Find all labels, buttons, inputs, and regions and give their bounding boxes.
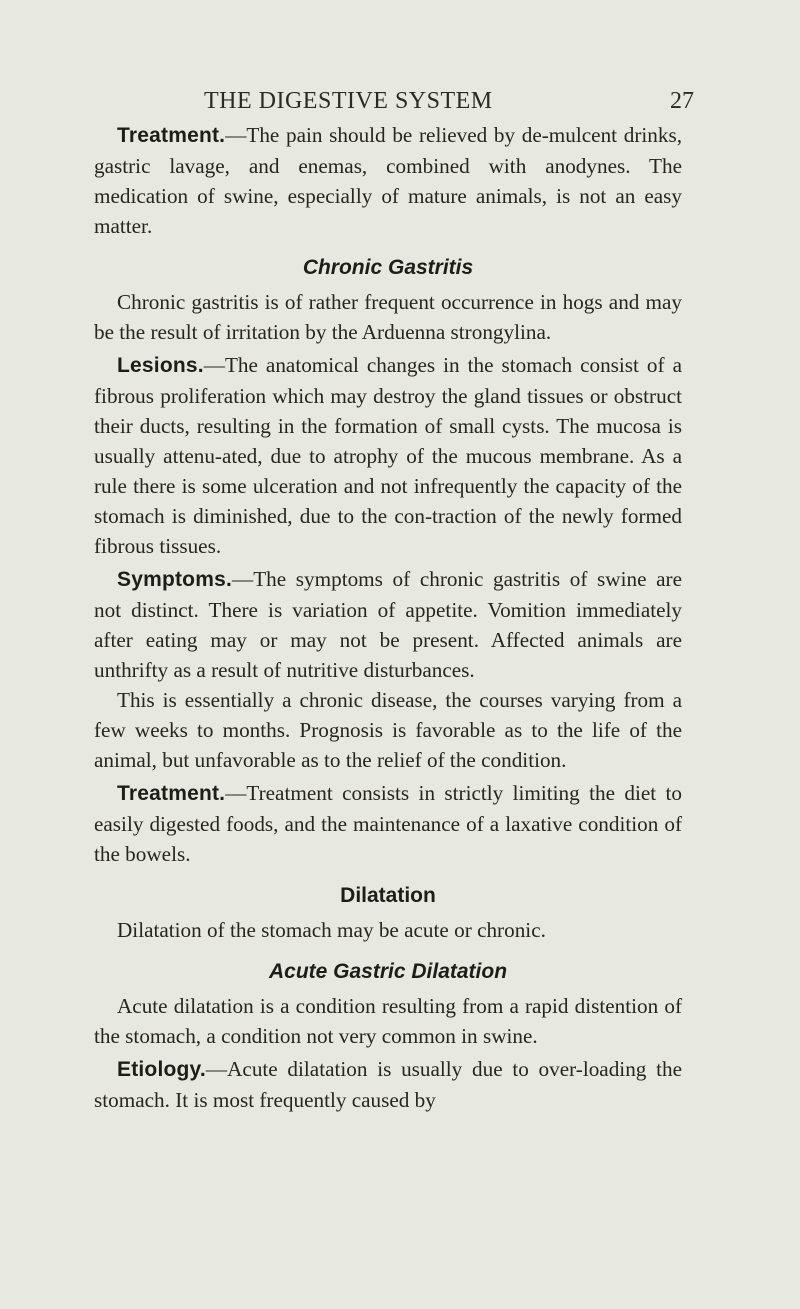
section-heading-acute-gastric-dilatation: Acute Gastric Dilatation (268, 960, 508, 983)
running-title: THE DIGESTIVE SYSTEM (204, 88, 493, 114)
paragraph-text: —Acute dilatation is usually due to over-loading the stomach. It is most frequently caused by (94, 1057, 682, 1112)
paragraph-dilatation (94, 915, 682, 945)
paragraph-acute-dilatation (94, 991, 682, 1051)
paragraph-lead: Lesions. (117, 354, 204, 377)
page-content (94, 120, 682, 1115)
paragraph-treatment (94, 120, 682, 241)
running-header (94, 0, 694, 120)
paragraph-text: —The pain should be relieved by de-mulcent drinks, gastric lavage, and enemas, combined with anodynes. The medication of swine, especially of mature animals, is not an easy matter. (94, 123, 682, 238)
paragraph-chronic-gastritis (94, 287, 682, 347)
paragraph-lesions (94, 350, 682, 561)
paragraph-lead: Treatment. (117, 782, 226, 805)
page-number: 27 (670, 88, 694, 114)
paragraph-lead: Etiology. (117, 1058, 206, 1081)
paragraph-lead: Treatment. (117, 124, 226, 147)
paragraph-text: —The anatomical changes in the stomach consist of a fibrous proliferation which may destroy the gland tissues or obstruct their ducts, resulting in the formation of small cysts. The mucosa is usually attenu-ated, due to atrophy of the mucous membrane. As a rule there is some ulceration and not infrequently the capacity of the stomach is diminished, due to the con-traction of the newly formed fibrous tissues. (94, 353, 682, 558)
section-heading-chronic-gastritis: Chronic Gastritis (302, 256, 474, 279)
paragraph-text: Acute dilatation is a condition resulting from a rapid distention of the stomach, a condition not very common in swine. (94, 994, 682, 1048)
paragraph-text: Chronic gastritis is of rather frequent occurrence in hogs and may be the result of irritation by the Arduenna strongylina. (94, 290, 682, 344)
paragraph-lead: Symptoms. (117, 568, 232, 591)
paragraph-text: Dilatation of the stomach may be acute or chronic. (117, 918, 546, 942)
paragraph-course-prognosis (94, 685, 682, 775)
paragraph-text: —Treatment consists in strictly limiting the diet to easily digested foods, and the maintenance of a laxative condition of the bowels. (94, 781, 682, 866)
paragraph-treatment-chronic (94, 778, 682, 869)
paragraph-text: —The symptoms of chronic gastritis of swine are not distinct. There is variation of appetite. Vomition immediately after eating may or may not be present. Affected animals are unthrifty as a result of nutritive disturbances. (94, 567, 682, 682)
paragraph-symptoms (94, 564, 682, 685)
section-heading-dilatation: Dilatation (340, 884, 436, 907)
paragraph-text: This is essentially a chronic disease, the courses varying from a few weeks to months. Prognosis is favorable as to the life of the animal, but unfavorable as to the relief of the condition. (94, 688, 682, 772)
paragraph-etiology (94, 1054, 682, 1115)
